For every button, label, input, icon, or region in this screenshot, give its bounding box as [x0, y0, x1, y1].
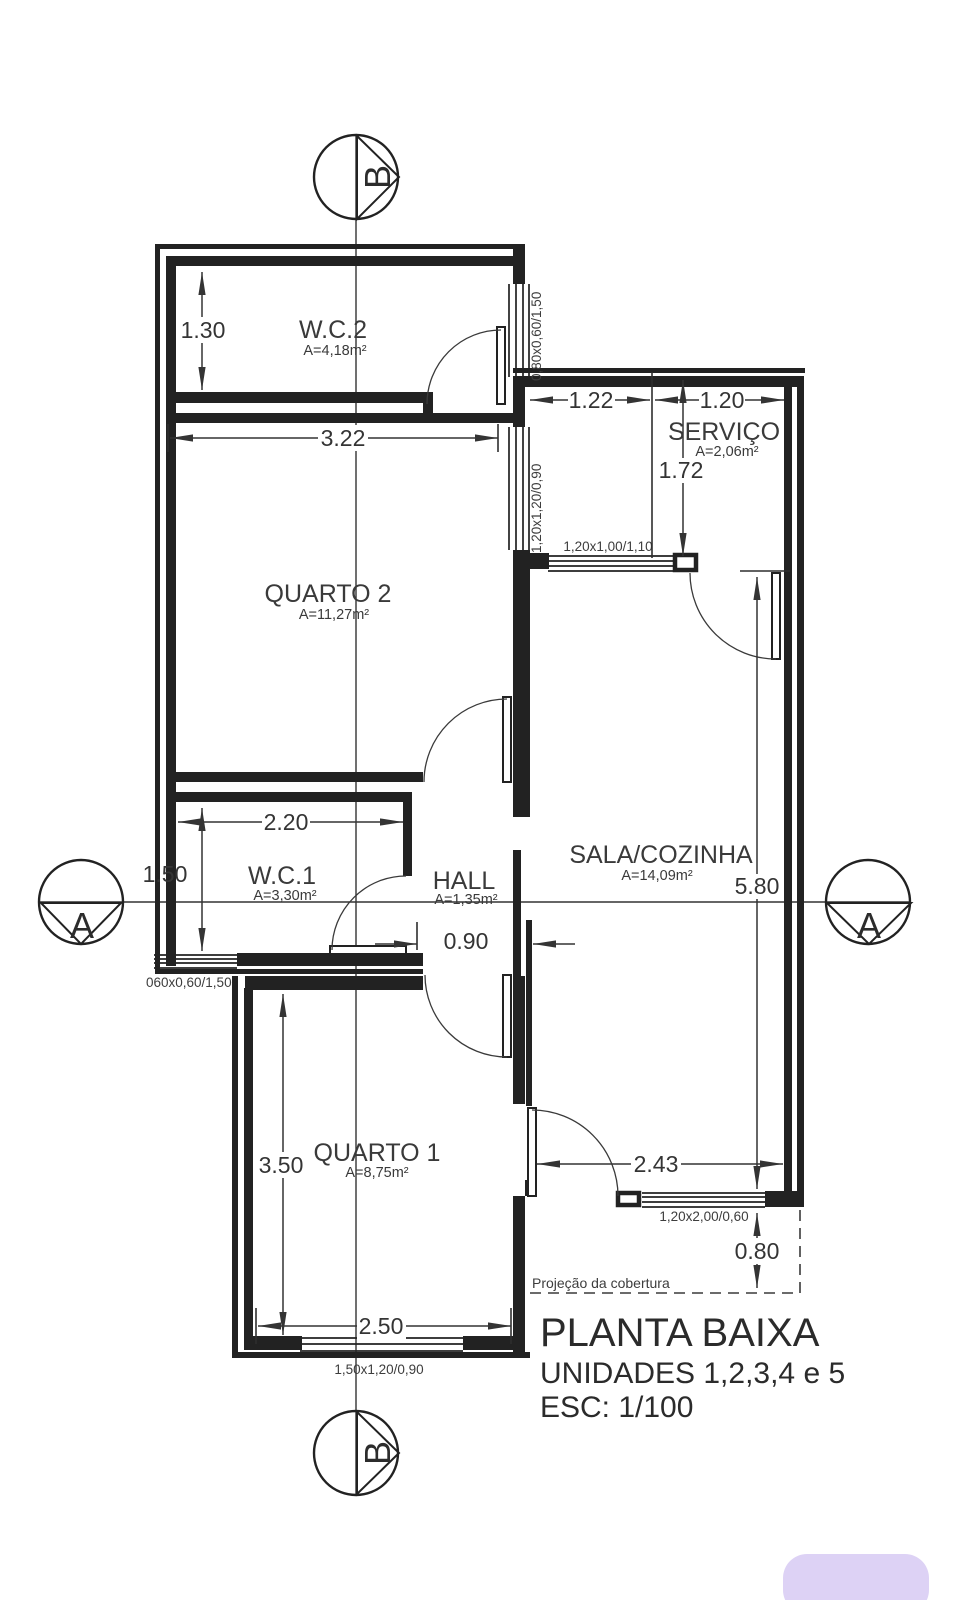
- wall-wc2-south: [166, 392, 423, 403]
- dim-wc1-width: [178, 809, 403, 835]
- dim-label: 1.50: [142, 861, 188, 887]
- dim-servico-left: [530, 387, 650, 413]
- wall-wc1-north: [166, 792, 412, 802]
- wall-quarto1-right-a: [513, 976, 525, 1104]
- section-marker-b-bottom: [314, 1411, 399, 1495]
- window-servico: [548, 539, 673, 571]
- room-area-quarto2: A=11,27m²: [298, 607, 370, 623]
- dim-label: 2.50: [358, 1313, 404, 1339]
- dim-label: 1.20: [699, 387, 745, 413]
- dim-label: 0.90: [443, 928, 489, 954]
- dim-quarto1-width: [258, 1313, 511, 1339]
- section-marker-letter: A: [69, 905, 95, 946]
- dim-quarto2-width: [170, 425, 498, 451]
- wall-sala-south-right: [765, 1191, 804, 1207]
- wall-servico-south-jamb-right: [675, 555, 696, 570]
- dim-servico-height: [657, 380, 705, 556]
- floating-action-button[interactable]: [783, 1554, 929, 1600]
- room-area-wc1: A=3,30m²: [253, 888, 317, 904]
- wall-quarto1-right-b: [513, 1196, 525, 1358]
- room-area-hall: A=1,35m²: [434, 892, 498, 908]
- room-name-hall: HALL: [432, 867, 496, 895]
- wall-quarto1-left-outer: [232, 976, 238, 1358]
- window-quarto1: [300, 1338, 463, 1377]
- drawing-scale: ESC: 1/100: [540, 1391, 694, 1424]
- section-marker-b-top: [314, 135, 399, 219]
- drawing-title: PLANTA BAIXA: [540, 1311, 820, 1355]
- dim-label: 1.22: [568, 387, 614, 413]
- drawing-subtitle: UNIDADES 1,2,3,4 e 5: [540, 1357, 846, 1390]
- door-servico: [690, 573, 780, 659]
- wall-sala-left-face: [526, 920, 532, 1106]
- section-marker-letter: B: [357, 164, 398, 190]
- wall-hall-right: [513, 850, 521, 976]
- wall-servico-north: [513, 376, 804, 387]
- wall-servico-north-outer: [513, 368, 805, 373]
- section-marker-letter: B: [357, 1440, 398, 1466]
- room-name-wc2: W.C.2: [298, 316, 368, 344]
- window-quarto2: [509, 427, 544, 553]
- door-quarto2: [424, 697, 511, 782]
- wall-servico-south-jamb-left: [513, 553, 549, 569]
- window-wc2: [509, 284, 544, 381]
- wall-quarto1-north: [245, 976, 423, 990]
- room-name-wc1: W.C.1: [247, 862, 317, 890]
- windows: [146, 284, 765, 1377]
- wall-inner-left: [166, 256, 176, 966]
- wall-divider-top: [513, 244, 525, 284]
- wall-right-outer: [797, 376, 804, 1207]
- title-block: [540, 1311, 845, 1424]
- window-quarto2-label: 1,20x1,20/0,90: [529, 463, 544, 553]
- room-name-quarto2: QUARTO 2: [264, 580, 392, 608]
- wall-right-inner: [784, 387, 792, 1193]
- dim-sala-width: [537, 1151, 783, 1177]
- dim-servico-width: [655, 387, 784, 413]
- wall-wc1-right: [403, 792, 412, 876]
- room-name-sala: SALA/COZINHA: [569, 841, 753, 869]
- room-area-sala: A=14,09m²: [621, 868, 693, 884]
- dim-label: 3.22: [320, 425, 366, 451]
- dim-label: 3.50: [258, 1152, 304, 1178]
- dim-label: 5.80: [734, 873, 780, 899]
- room-name-servico: SERVIÇO: [667, 418, 781, 446]
- dim-roof-overhang: [732, 1213, 781, 1288]
- section-marker-a-left: [39, 860, 123, 946]
- dim-label: 2.20: [263, 809, 309, 835]
- dim-sala-height: [733, 577, 782, 1189]
- dim-label: 1.72: [658, 457, 704, 483]
- wall-quarto1-south-a: [244, 1336, 302, 1350]
- dim-label: 1.30: [180, 317, 226, 343]
- roof-projection-label: Projeção da cobertura: [532, 1275, 670, 1291]
- window-sala: [642, 1193, 765, 1224]
- wall-divider-quarto2-sala: [513, 550, 530, 817]
- dim-quarto1-height: [257, 994, 306, 1335]
- room-area-wc2: A=4,18m²: [303, 343, 367, 359]
- door-sala: [528, 1108, 618, 1196]
- window-quarto1-label: 1,50x1,20/0,90: [334, 1362, 424, 1377]
- section-marker-letter: A: [856, 905, 882, 946]
- window-sala-label: 1,20x2,00/0,60: [659, 1209, 749, 1224]
- door-wc2: [427, 327, 505, 404]
- wall-wc2-north: [166, 256, 523, 266]
- wall-sala-south-jamb-left: [618, 1193, 639, 1205]
- door-quarto1: [425, 975, 511, 1057]
- dim-label: 0.80: [734, 1238, 780, 1264]
- wall-outer-top: [155, 244, 515, 249]
- dim-label: 2.43: [633, 1151, 679, 1177]
- wall-quarto1-left-inner: [244, 988, 253, 1338]
- window-wc2-label: 0,80x0,60/1,50: [529, 291, 544, 381]
- window-wc1-label: 060x0,60/1,50: [146, 975, 232, 990]
- dim-wc2-height: [180, 272, 226, 390]
- door-wc1: [330, 876, 406, 954]
- wall-quarto2-south: [166, 772, 423, 782]
- wall-quarto2-north: [166, 413, 523, 423]
- section-marker-a-right: [826, 860, 911, 946]
- room-area-quarto1: A=8,75m²: [345, 1165, 409, 1181]
- window-servico-label: 1,20x1,00/1,10: [563, 539, 653, 554]
- room-area-servico: A=2,06m²: [695, 444, 759, 460]
- room-name-quarto1: QUARTO 1: [313, 1139, 441, 1167]
- wall-wc1-south-outer: [155, 969, 423, 974]
